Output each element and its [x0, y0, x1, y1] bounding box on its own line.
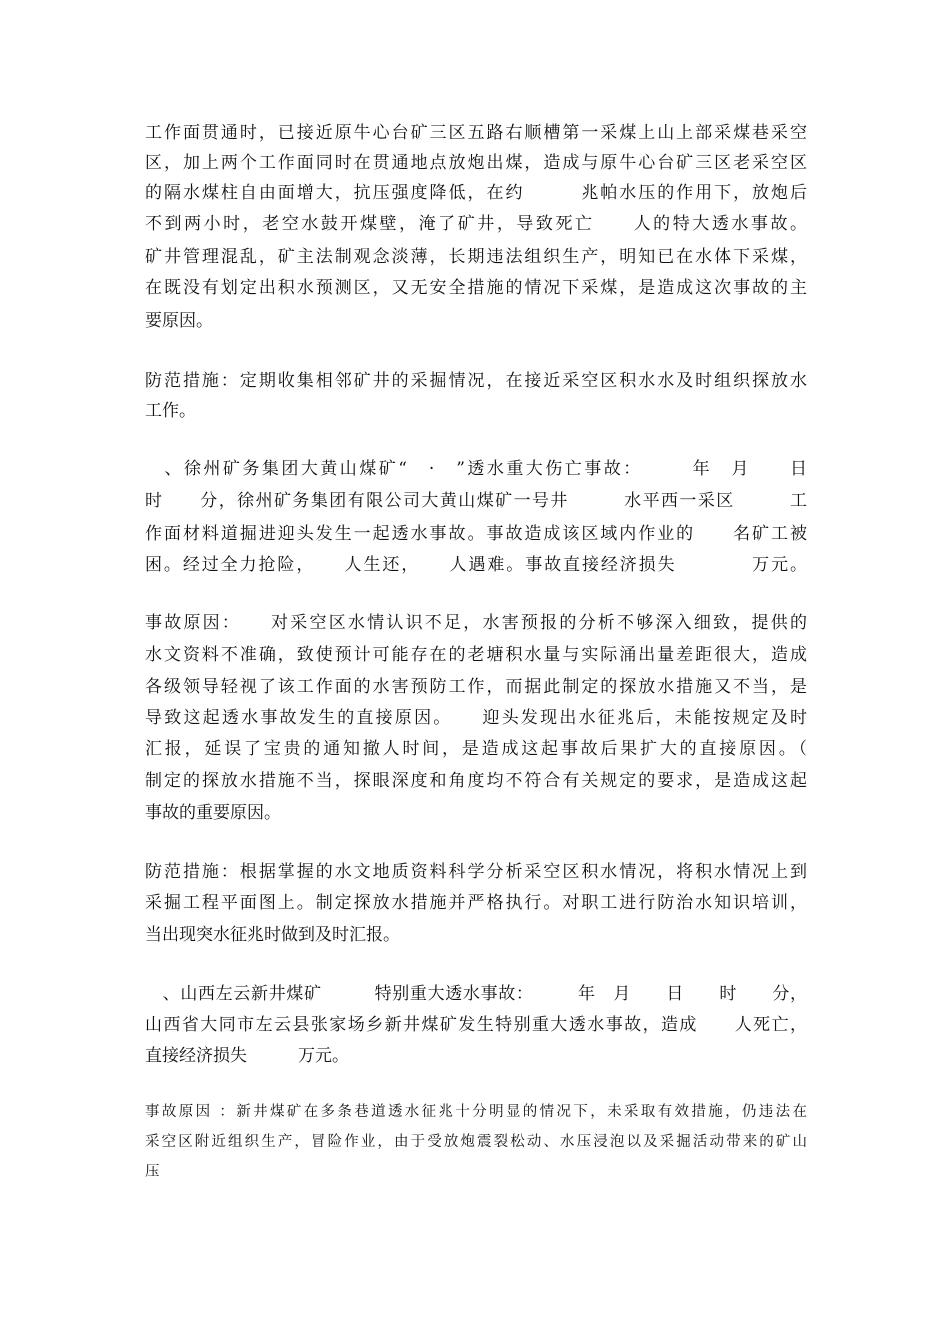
text-line: 汇报，延误了宝贵的通知撤人时间，是造成这起事故后果扩大的直接原因。（ — [145, 739, 807, 759]
text-line: 当出现突水征兆时做到及时汇报。 — [145, 925, 400, 945]
text-line: 工作。 — [145, 401, 196, 421]
text-line: 采掘工程平面图上。制定探放水措施并严格执行。对职工进行防治水知识培训， — [145, 893, 807, 913]
text-line: 采空区附近组织生产，冒险作业，由于受放炮震裂松动、水压浸泡以及采掘活动带来的矿山 — [145, 1134, 807, 1150]
text-line: 作面材料道掘进迎头发生一起透水事故。事故造成该区域内作业的 名矿工被 — [145, 524, 807, 544]
text-line: 在既没有划定出积水预测区，又无安全措施的情况下采煤，是造成这次事故的主 — [145, 278, 807, 298]
text-line: 困。经过全力抢险， 人生还， 人遇难。事故直接经济损失 万元。 — [145, 555, 807, 575]
text-line: 防范措施：根据掌握的水文地质资料科学分析采空区积水情况，将积水情况上到 — [145, 862, 807, 882]
text-line: 压 — [145, 1164, 160, 1180]
text-line: 事故原因： 对采空区水情认识不足，水害预报的分析不够深入细致，提供的 — [145, 613, 807, 633]
text-line: 事故的重要原因。 — [145, 803, 281, 823]
text-line: 的隔水煤柱自由面增大，抗压强度降低，在约 兆帕水压的作用下，放炮后 — [145, 183, 807, 203]
text-line: 区，加上两个工作面同时在贯通地点放炮出煤，造成与原牛心台矿三区老采空区 — [145, 153, 807, 173]
text-line: 事故原因 ：新井煤矿在多条巷道透水征兆十分明显的情况下，未采取有效措施，仍违法在 — [145, 1104, 807, 1120]
text-line: 直接经济损失 万元。 — [145, 1046, 349, 1066]
text-line: 矿井管理混乱，矿主法制观念淡薄，长期违法组织生产，明知已在水体下采煤， — [145, 247, 807, 267]
text-line: 水文资料不准确，致使预计可能存在的老塘积水量与实际涌出量差距很大，造成 — [145, 645, 807, 665]
text-line: 工作面贯通时，已接近原牛心台矿三区五路右顺槽第一采煤上山上部采煤巷采空 — [145, 123, 807, 143]
text-line: 山西省大同市左云县张家场乡新井煤矿发生特别重大透水事故，造成 人死亡， — [145, 1015, 807, 1035]
text-line: 、徐州矿务集团大黄山煤矿“ · ”透水重大伤亡事故： 年 月 日 — [145, 459, 807, 479]
text-line: 制定的探放水措施不当，探眼深度和角度均不符合有关规定的要求，是造成这起 — [145, 771, 807, 791]
text-line: 、山西左云新井煤矿 特别重大透水事故： 年 月 日 时 分， — [145, 984, 807, 1004]
text-line: 时 分，徐州矿务集团有限公司大黄山煤矿一号井 水平西一采区 工 — [145, 491, 807, 511]
text-line: 要原因。 — [145, 311, 213, 331]
text-line: 各级领导轻视了该工作面的水害预防工作，而据此制定的探放水措施又不当，是 — [145, 677, 807, 697]
text-line: 导致这起透水事故发生的直接原因。 迎头发现出水征兆后，未能按规定及时 — [145, 708, 807, 728]
text-line: 不到两小时，老空水鼓开煤壁，淹了矿井，导致死亡 人的特大透水事故。 — [145, 214, 807, 234]
text-line: 防范措施：定期收集相邻矿井的采掘情况，在接近采空区积水水及时组织探放水 — [145, 371, 807, 391]
